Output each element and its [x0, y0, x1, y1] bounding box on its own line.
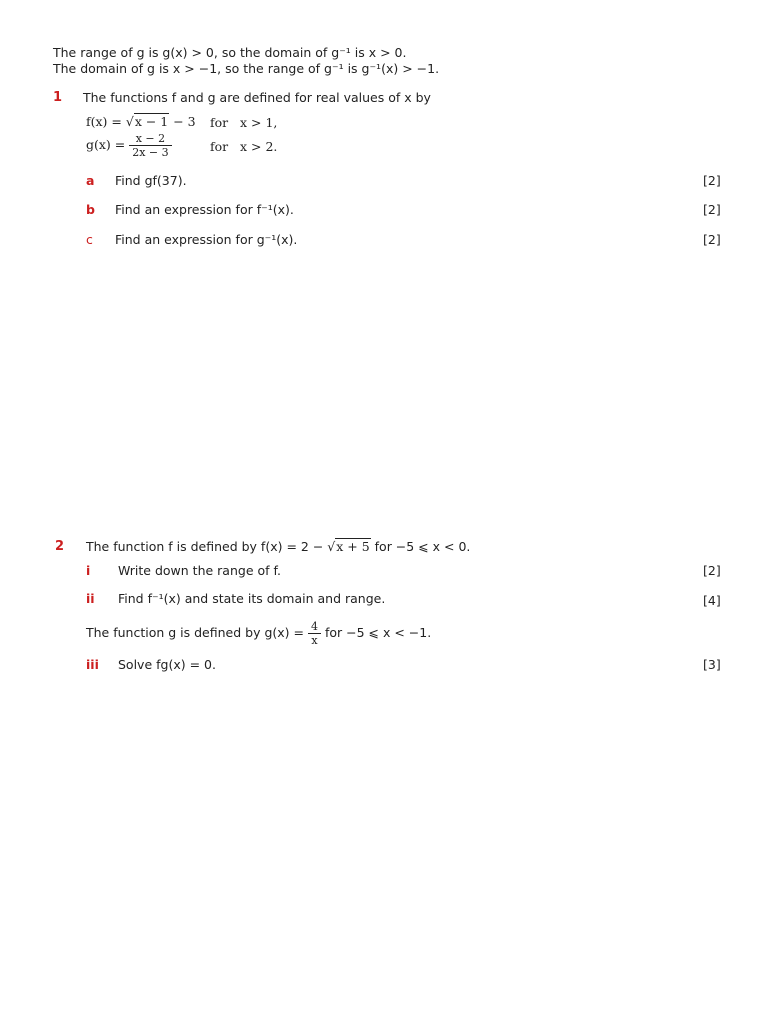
q1-part-a-marks: [2] — [703, 173, 721, 188]
q2-part-i-text: Write down the range of f. — [118, 563, 281, 578]
q1-part-c-text: Find an expression for g⁻¹(x). — [115, 232, 298, 247]
q2-part-ii-label: ii — [86, 591, 95, 606]
g-stem-pre: The function g is defined by g(x) = — [86, 625, 308, 640]
q2-part-iii-marks: [3] — [703, 657, 721, 672]
q2-part-iii-label: iii — [86, 657, 99, 672]
g-numerator: x − 2 — [135, 132, 166, 145]
q2-part-i-marks: [2] — [703, 563, 721, 578]
q2-part-ii-marks: [4] — [703, 593, 721, 608]
q2-g-denominator: x — [308, 633, 321, 647]
q1-part-b-label: b — [86, 202, 95, 217]
q2-sqrt-expression: √x + 5 — [327, 539, 370, 554]
q1-part-b-marks: [2] — [703, 202, 721, 217]
question-2-number: 2 — [55, 539, 65, 554]
f-def-radicand: x − 1 — [134, 114, 169, 129]
g-for-label: for — [210, 139, 229, 154]
q2-stem-post: for −5 ⩽ x < 0. — [370, 539, 471, 554]
f-condition: x > 1, — [240, 115, 278, 130]
f-definition — [86, 114, 196, 129]
q2-stem-radicand: x + 5 — [336, 539, 370, 554]
q2-stem-pre: The function f is defined by f(x) = 2 − — [86, 539, 328, 554]
q1-part-b-text: Find an expression for f⁻¹(x). — [115, 202, 294, 217]
q1-part-c-label: c — [86, 232, 93, 247]
g-stem — [86, 620, 431, 647]
question-1-stem: The functions f and g are defined for real values of x by — [83, 90, 431, 105]
q2-g-numerator: 4 — [310, 620, 318, 633]
q1-part-a-text: Find gf(37). — [115, 173, 187, 188]
q1-part-a-label: a — [86, 173, 95, 188]
question-1-number: 1 — [53, 90, 63, 105]
question-2-stem — [86, 539, 470, 554]
q2-part-i-label: i — [86, 563, 91, 578]
sqrt-expression: √x − 1 — [125, 114, 169, 129]
q2-g-fraction — [308, 620, 321, 647]
g-fraction — [129, 132, 171, 159]
intro-line-2: The domain of g is x > −1, so the range of g⁻¹ is g⁻¹(x) > −1. — [53, 61, 440, 76]
g-stem-post: for −5 ⩽ x < −1. — [320, 625, 432, 640]
f-for-label: for — [210, 115, 229, 130]
g-definition — [86, 132, 172, 159]
f-def-tail: − 3 — [169, 114, 196, 129]
intro-line-1: The range of g is g(x) > 0, so the domain of g⁻¹ is x > 0. — [53, 45, 407, 60]
q2-part-ii-text: Find f⁻¹(x) and state its domain and range. — [118, 591, 386, 606]
q1-part-c-marks: [2] — [703, 232, 721, 247]
f-def-lhs: f(x) = — [86, 114, 126, 129]
g-def-lhs: g(x) = — [86, 137, 130, 152]
g-denominator: 2x − 3 — [129, 145, 171, 159]
q2-part-iii-text: Solve fg(x) = 0. — [118, 657, 216, 672]
g-condition: x > 2. — [240, 139, 278, 154]
